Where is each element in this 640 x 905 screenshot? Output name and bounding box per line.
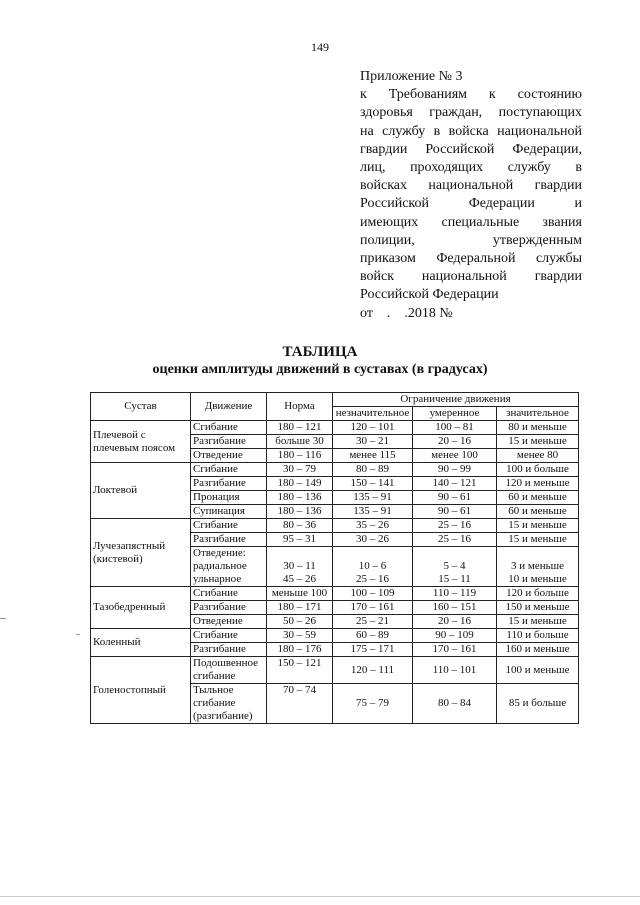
significant-cell: 80 и меньше (497, 421, 579, 435)
slight-cell: 30 – 21 (333, 435, 413, 449)
slight-cell: 100 – 109 (333, 587, 413, 601)
movement-cell: Разгибание (191, 435, 267, 449)
significant-cell: 60 и меньше (497, 505, 579, 519)
table-row (91, 421, 579, 435)
joint-cell: Тазобедренный (91, 587, 191, 629)
appendix-date-line: от . .2018 № (360, 305, 453, 321)
norm-cell: 150 – 121 (267, 657, 333, 684)
significant-cell: менее 80 (497, 449, 579, 463)
motion-range-table (90, 392, 579, 724)
movement-cell: Разгибание (191, 601, 267, 615)
appendix-line: гвардии Российской Федерации, (360, 141, 582, 157)
moderate-cell: 20 – 16 (413, 435, 497, 449)
slight-cell: 175 – 171 (333, 643, 413, 657)
table-subtitle: оценки амплитуды движений в суставах (в градусах) (152, 362, 488, 377)
movement-cell: Сгибание (191, 463, 267, 477)
slight-cell: менее 115 (333, 449, 413, 463)
moderate-cell: 20 – 16 (413, 615, 497, 629)
movement-cell (191, 547, 267, 587)
norm-cell: 180 – 136 (267, 505, 333, 519)
significant-cell: 15 и меньше (497, 615, 579, 629)
slight-cell: 135 – 91 (333, 491, 413, 505)
table-row (91, 587, 579, 601)
value-radial: 10 – 6 (358, 560, 387, 572)
significant-cell: 150 и меньше (497, 601, 579, 615)
table-row (91, 463, 579, 477)
movement-cell: Сгибание (191, 519, 267, 533)
scan-mark (0, 896, 640, 897)
significant-cell: 15 и меньше (497, 435, 579, 449)
appendix-line: на службу в войска национальной (360, 123, 582, 139)
appendix-header (360, 68, 582, 323)
slight-cell: 35 – 26 (333, 519, 413, 533)
significant-cell: 100 и больше (497, 463, 579, 477)
scan-mark (76, 634, 80, 635)
moderate-cell: 170 – 161 (413, 643, 497, 657)
header-joint: Сустав (91, 393, 191, 421)
norm-cell: 180 – 136 (267, 491, 333, 505)
moderate-cell: 90 – 61 (413, 491, 497, 505)
table-row (91, 519, 579, 533)
significant-cell: 160 и меньше (497, 643, 579, 657)
slight-cell (333, 547, 413, 587)
movement-cell: Подошвенное сгибание (191, 657, 267, 684)
norm-cell: 30 – 59 (267, 629, 333, 643)
moderate-cell: 25 – 16 (413, 533, 497, 547)
moderate-cell (413, 547, 497, 587)
moderate-cell: 80 – 84 (413, 684, 497, 724)
norm-cell: 30 – 79 (267, 463, 333, 477)
moderate-cell: 110 – 101 (413, 657, 497, 684)
moderate-cell: 90 – 61 (413, 505, 497, 519)
movement-cell: Пронация (191, 491, 267, 505)
table-row (91, 657, 579, 684)
header-significant: значительное (497, 407, 579, 421)
norm-cell: 80 – 36 (267, 519, 333, 533)
appendix-line: лиц, проходящих службу в (360, 160, 582, 176)
slight-cell: 80 – 89 (333, 463, 413, 477)
movement-cell: Тыльное сгибание (разгибание) (191, 684, 267, 724)
norm-cell: 180 – 171 (267, 601, 333, 615)
joint-cell: Плечевой с плечевым поясом (91, 421, 191, 463)
value-ulnar: 25 – 16 (356, 573, 389, 585)
movement-cell: Сгибание (191, 421, 267, 435)
movement-cell: Отведение (191, 615, 267, 629)
joint-cell: Голеностопный (91, 657, 191, 724)
slight-cell: 120 – 111 (333, 657, 413, 684)
appendix-line: Российской Федерации (360, 287, 499, 303)
norm-cell: 180 – 116 (267, 449, 333, 463)
norm-cell: 70 – 74 (267, 684, 333, 724)
value-radial: 5 – 4 (443, 560, 466, 572)
moderate-cell: 160 – 151 (413, 601, 497, 615)
slight-cell: 170 – 161 (333, 601, 413, 615)
slight-cell: 135 – 91 (333, 505, 413, 519)
norm-cell: 50 – 26 (267, 615, 333, 629)
norm-cell (267, 547, 333, 587)
joint-cell: Локтевой (91, 463, 191, 519)
slight-cell: 30 – 26 (333, 533, 413, 547)
significant-cell: 120 и больше (497, 587, 579, 601)
appendix-line: имеющих специальные звания (360, 214, 582, 230)
significant-cell: 15 и меньше (497, 519, 579, 533)
appendix-line: войск национальной гвардии (360, 269, 582, 285)
appendix-line: войсках национальной гвардии (360, 178, 582, 194)
significant-cell: 85 и больше (497, 684, 579, 724)
appendix-line: полиции, утвержденным (360, 232, 582, 248)
norm-cell: меньше 100 (267, 587, 333, 601)
norm-cell: 95 – 31 (267, 533, 333, 547)
significant-cell: 15 и меньше (497, 533, 579, 547)
joint-cell: Коленный (91, 629, 191, 657)
moderate-cell: 90 – 109 (413, 629, 497, 643)
norm-cell: 180 – 121 (267, 421, 333, 435)
joint-cell: Лучезапястный (кистевой) (91, 519, 191, 587)
significant-cell: 100 и меньше (497, 657, 579, 684)
slight-cell: 120 – 101 (333, 421, 413, 435)
significant-cell (497, 547, 579, 587)
movement-cell: Разгибание (191, 533, 267, 547)
value-radial: 30 – 11 (283, 560, 316, 572)
slight-cell: 150 – 141 (333, 477, 413, 491)
movement-cell: Разгибание (191, 643, 267, 657)
value-ulnar: 10 и меньше (508, 573, 567, 585)
slight-cell: 75 – 79 (333, 684, 413, 724)
norm-cell: 180 – 149 (267, 477, 333, 491)
table-header-row (91, 393, 579, 407)
significant-cell: 110 и больше (497, 629, 579, 643)
moderate-cell: 140 – 121 (413, 477, 497, 491)
moderate-cell: менее 100 (413, 449, 497, 463)
value-ulnar: 15 – 11 (438, 573, 471, 585)
appendix-line: Приложение № 3 (360, 69, 463, 84)
movement-label: Отведение: (193, 547, 246, 559)
table-row (91, 629, 579, 643)
moderate-cell: 100 – 81 (413, 421, 497, 435)
appendix-line: Российской Федерации и (360, 196, 582, 212)
page-number: 149 (311, 40, 329, 54)
slight-cell: 25 – 21 (333, 615, 413, 629)
appendix-line: здоровья граждан, поступающих (360, 105, 582, 121)
table-title: ТАБЛИЦА (282, 344, 358, 360)
scan-mark (0, 618, 6, 619)
header-limitation: Ограничение движения (333, 393, 579, 407)
header-moderate: умеренное (413, 407, 497, 421)
movement-label: ульнарное (193, 573, 242, 585)
appendix-line: приказом Федеральной службы (360, 251, 582, 267)
movement-cell: Сгибание (191, 587, 267, 601)
moderate-cell: 110 – 119 (413, 587, 497, 601)
significant-cell: 120 и меньше (497, 477, 579, 491)
value-radial: 3 и меньше (511, 560, 564, 572)
moderate-cell: 25 – 16 (413, 519, 497, 533)
movement-label: радиальное (193, 560, 247, 572)
norm-cell: больше 30 (267, 435, 333, 449)
appendix-line: к Требованиям к состоянию (360, 87, 582, 103)
movement-cell: Отведение (191, 449, 267, 463)
moderate-cell: 90 – 99 (413, 463, 497, 477)
movement-cell: Супинация (191, 505, 267, 519)
header-norm: Норма (267, 393, 333, 421)
norm-cell: 180 – 176 (267, 643, 333, 657)
slight-cell: 60 – 89 (333, 629, 413, 643)
movement-cell: Разгибание (191, 477, 267, 491)
value-ulnar: 45 – 26 (283, 573, 316, 585)
header-slight: незначительное (333, 407, 413, 421)
significant-cell: 60 и меньше (497, 491, 579, 505)
movement-cell: Сгибание (191, 629, 267, 643)
header-movement: Движение (191, 393, 267, 421)
